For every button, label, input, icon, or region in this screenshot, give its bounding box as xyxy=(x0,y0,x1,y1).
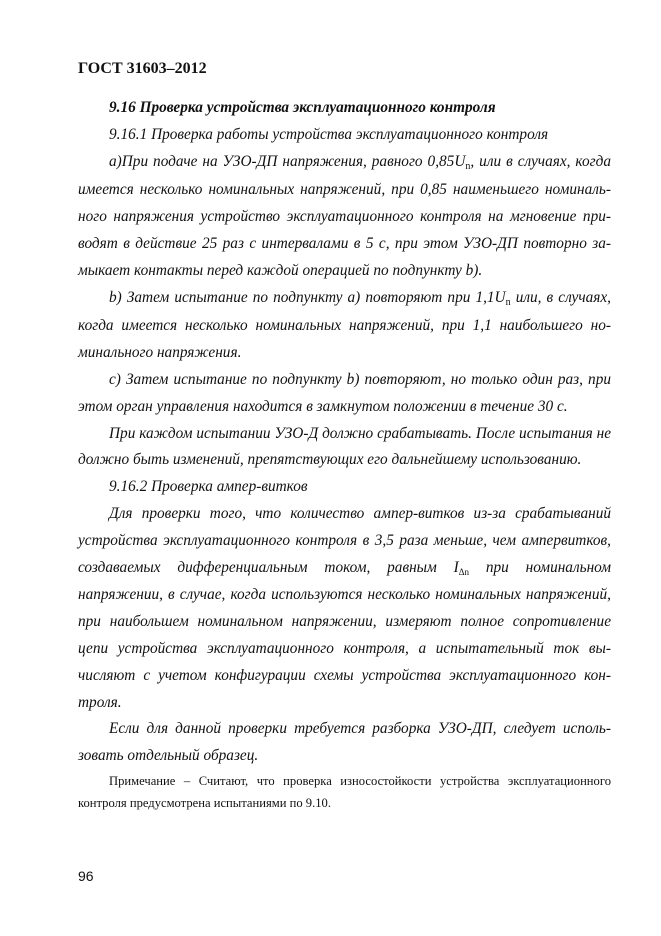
ampere-text-1: Для проверки того, что количество ампер-витков из-за срабатываний устройства эксплуатационного контроля в 3,5 раза меньше, чем ампервитков, создаваемых дифференциальным током, равным I xyxy=(78,504,611,576)
subsection-9-16-1-title: 9.16.1 Проверка работы устройства эксплуатационного контроля xyxy=(109,125,549,143)
section-heading: 9.16 Проверка устройства эксплуатационного контроля xyxy=(109,99,496,116)
item-b-text-1: b) Затем испытание по подпункту а) повторяют при 1,1U xyxy=(109,288,506,306)
document-body xyxy=(78,95,611,814)
paragraph-item-a xyxy=(78,149,611,285)
paragraph-separate-sample: Если для данной проверки требуется разборка УЗО-ДП, следует использовать отдельный образец. xyxy=(78,720,611,765)
paragraph-ampere-turns xyxy=(78,501,611,716)
item-a-text-2: , или в случаях, когда имеется несколько номинальных напряжений, при 0,85 наименьшего номинального напряжения устройство эксплуатационного контроля на мгновение приводят в действие 25 раз с интервалами в 5 с, при этом УЗО-ДП повторно замыкает контакты перед каждой операцией по подпункту b). xyxy=(78,152,611,279)
item-b-subscript: n xyxy=(505,296,511,308)
item-a-text-1: а)При подаче на УЗО-ДП напряжения, равного 0,85U xyxy=(109,152,466,170)
document-header: ГОСТ 31603–2012 xyxy=(78,60,207,77)
item-b-text-2: или, в случаях, когда имеется несколько номинальных напряжений, при 1,1 наибольшего номинального напряжения. xyxy=(78,288,611,362)
subsection-9-16-2-title: 9.16.2 Проверка ампер-витков xyxy=(109,478,308,496)
page-number: 96 xyxy=(78,868,94,884)
ampere-text-2: при номинальном напряжении, в случае, когда используются несколько номинальных напряжений, при наибольшем номинальном напряжении, измеряют полное сопротивление цепи устройства эксплуатационного контроля, а испытательный ток вычисляют с учетом конфигурации схемы устройства эксплуатационного контроля. xyxy=(78,558,611,711)
note: Примечание – Считают, что проверка износостойкости устройства эксплуатационного контроля предусмотрена испытаниями по 9.10. xyxy=(78,773,611,810)
paragraph-after-each-test: При каждом испытании УЗО-Д должно срабатывать. После испытания не должно быть изменений, препятствующих его дальнейшему использованию. xyxy=(78,424,611,469)
item-a-subscript: n xyxy=(465,160,471,172)
paragraph-item-b xyxy=(78,285,611,367)
ampere-subscript: Δn xyxy=(458,566,470,577)
paragraph-item-c: с) Затем испытание по подпункту b) повторяют, но только один раз, при этом орган управления находится в замкнутом положении в течение 30 с. xyxy=(78,370,611,415)
